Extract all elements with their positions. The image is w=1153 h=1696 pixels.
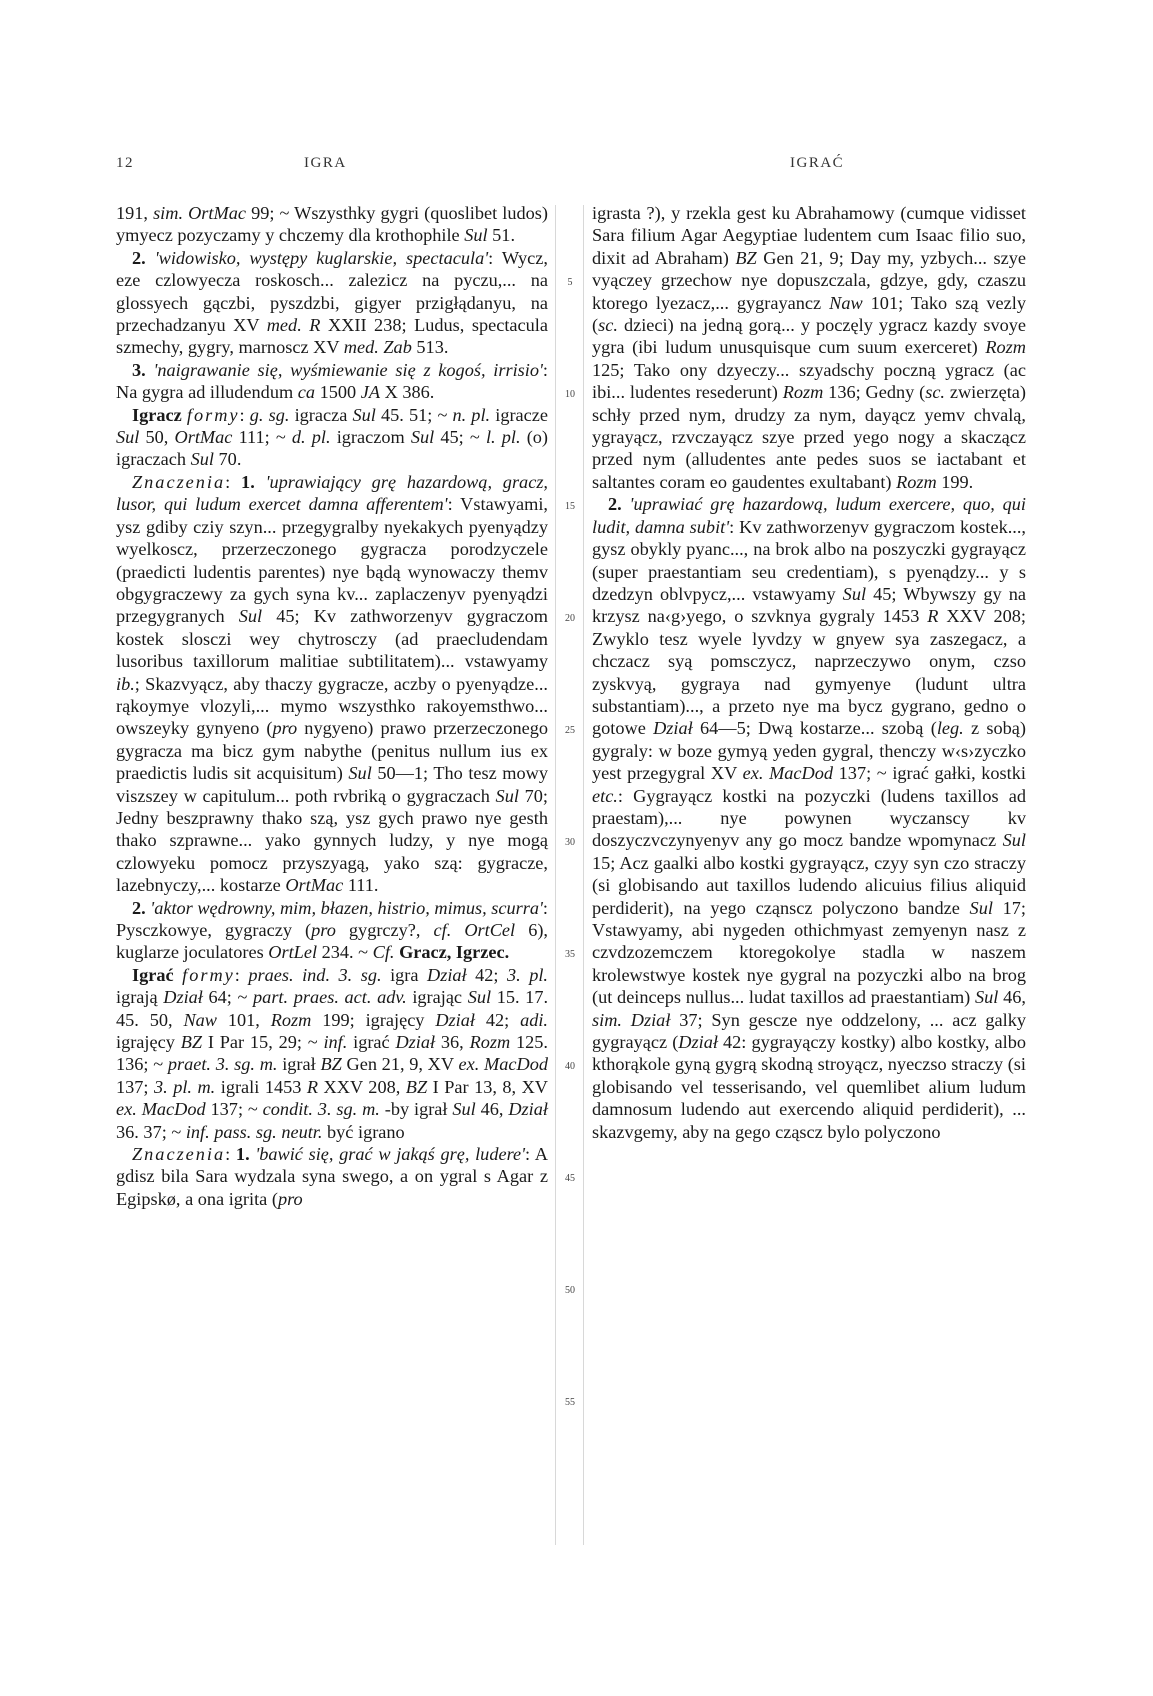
running-head-right: IGRAĆ bbox=[790, 155, 845, 171]
entry-paragraph: Znaczenia: 1. 'uprawiający grę hazardową, gracz, lusor, qui ludum exercet damna afferentem': Vstawyami, ysz gdiby cziy szyn... przegygralby nyekakych pyenyądzy wyelkoscz, przerzeczonego gygracza porodzyczele (praedicti ludentis parentes) nye bądą wynowaczy themv obgygraczewy za gych syna kv... zaplaczenyv pyenyądzi przegygranych Sul 45; Kv zathworzenyv gygraczom kostek slosczi wey chytrosczy (ad praecludendam lusoribus taxillorum malitiae subtilitatem)... vstawyamy ib.; Skazvyącz, aby thaczy gygracze, aczby o pyenyądze... rąkoymye vlozyli,... mymo wszysthko rakoyemsthwo... owszeyky gynyeno (pro nygyeno) prawo przerzeczonego gygracza ma bicz gym nabythe (penitus nullum ius ex praedictis ludis sit acquisitum) Sul 50—1; Tho tesz mowy viszszey w capitulum... poth rvbriką o gygraczach Sul 70; Jedny beszprawny thako szą, ysz gych prawo nye gesth thako szprawne... yako gynnych ludzy, y nye mogą czlowyeku pomocz przyszyagą, yako szą: gygracze, lazebnyczy,... kostarze OrtMac 111. bbox=[116, 471, 549, 896]
entry-paragraph: 3. 'naigrawanie się, wyśmiewanie się z kogoś, irrisio': Na gygra ad illudendum ca 1500 JA X 386. bbox=[116, 359, 548, 403]
entry-headword-igracz: Igracz formy: g. sg. igracza Sul 45. 51; ~ n. pl. igracze Sul 50, OrtMac 111; ~ d. pl. igraczom Sul 45; ~ l. pl. (o) igraczach Sul 70. bbox=[116, 404, 549, 470]
column-rule-right bbox=[583, 205, 584, 1545]
line-number: 5 bbox=[567, 277, 573, 288]
entry-paragraph: igrasta ?), y rzekla gest ku Abrahamowy (cumque vidisset Sara filium Agar Aegyptiae ludentem cum Isaac filio suo, dixit ad Abraham) BZ Gen 21, 9; Day my, yzbych... szye vyączey grzechow nye dopuszczala, gdzye, gdy, czaszu ktorego lyezacz,... gygrayancz Naw 101; Tako szą vezly (sc. dzieci) na jedną gorą... y poczęly ygracz kazdy svoye ygra (ibi ludum unusquisque cum suum exerceret) Rozm 125; Tako ony dzyeczy... szyadschy poczną ygracz (ac ibi... ludentes resederunt) Rozm 136; Gedny (sc. zwierzęta) schły przed nym, drudzy za nym, dayącz yemv chvalą, ygrayącz, rzvczayącz szye przed yego nogy a skaczącz przed nym (alludentes ante pedes suos se iactabant et saltantes coram eo gaudentes exultabant) Rozm 199. bbox=[592, 203, 1027, 492]
entry-headword-igrac: Igrać formy: praes. ind. 3. sg. igra Dział 42; 3. pl. igrają Dział 64; ~ part. praes. act. adv. igrając Sul 15. 17. 45. 50, Naw 101, Rozm 199; igrajęcy Dział 42; adi. igrajęcy BZ I Par 15, 29; ~ inf. igrać Dział 36, Rozm 125. 136; ~ praet. 3. sg. m. igrał BZ Gen 21, 9, XV ex. MacDod 137; 3. pl. m. igrali 1453 R XXV 208, BZ I Par 13, 8, XV ex. MacDod 137; ~ condit. 3. sg. m. -by igrał Sul 46, Dział 36. 37; ~ inf. pass. sg. neutr. być igrano bbox=[116, 964, 549, 1142]
line-number: 30 bbox=[565, 837, 575, 848]
line-number: 10 bbox=[565, 389, 575, 400]
line-number: 20 bbox=[565, 613, 575, 624]
right-column bbox=[592, 202, 1026, 1143]
line-number: 35 bbox=[565, 949, 575, 960]
running-head-left: IGRA bbox=[304, 155, 347, 171]
entry-paragraph: 191, sim. OrtMac 99; ~ Wszysthky gygri (quoslibet ludos) ymyecz pozyczamy y chczemy dla krothophile Sul 51. bbox=[116, 203, 548, 246]
line-number: 25 bbox=[565, 725, 575, 736]
entry-paragraph: 2. 'uprawiać grę hazardową, ludum exercere, quo, qui ludit, damna subit': Kv zathworzenyv gygraczom kostek..., gysz obykly pyanc..., na brok albo na poszyczki gygrayącz (super praestantiam seu credentiam), s pyenądzy... y s dzedzyn oblvpycz,... vstawyamy Sul 45; Wbywszy gy na krzysz na‹g›yego, o szvknya gygraly 1453 R XXV 208; Zwyklo tesz wyele lyvdzy w gnyew sya zaszegacz, a chczacz syą pomsczycz, naprzeczywo onym, czso zyskvyą, gygraya nad gymyenye (ludunt ultra substantiam)..., a przeto nye ma bycz gygrano, gedno o gotowe Dział 64—5; Dwą kostarze... szobą (leg. z sobą) gygraly: w boze gymyą yeden gygral, thenczy w‹s›zyczko yest przegygral XV ex. MacDod 137; ~ igrać gałki, kostki etc.: Gygrayącz kostki na pozyczki (ludens taxillos ad praestam),... nye powynen wyczanscy kv doszyczvczynyenyv any go mocz bandze wpomynacz Sul 15; Acz gaalki albo kostki gygrayącz, czyy syn czo straczy (si globisando aut taxillos ludendo alicuius filius aliquid perdiderit), na yego cząnscz polyczono bandze Sul 17; Vstawyamy, abi nygeden othichmyast zemyenyn nasz z czvdzozemczem ktoregokolye stadla w naszem krolewstwye kostek nye gygral na pozyczki albo na brog (ut deinceps nullus... ludat taxillos ad praestantiam) Sul 46, sim. Dział 37; Syn gescze nye oddzelony, ... acz galky gygrayącz (Dział 42: gygrayączy kostky) albo kostky, albo kthorąkole gyną gygrą skodną stroyącz, nyeczso straczy (si globisando vel tesserisando, vel quemlibet alium ludum damnosum ludendo aut exercendo aliquid perdiderit), ... skazvgemy, aby na gego cząscz bylo polyczono bbox=[592, 494, 1027, 1142]
page-number: 12 bbox=[116, 155, 134, 171]
line-number: 40 bbox=[565, 1061, 575, 1072]
entry-paragraph: 2. 'widowisko, występy kuglarskie, spectacula': Wycz, eze czlowyecza roskosch... zalezicz na pyczu,... na glossyech gączbi, pyszdzbi, gigyer przigłądanyu, na przechadzanyu XV med. R XXII 238; Ludus, spectacula szmechy, gygry, marnoscz XV med. Zab 513. bbox=[116, 247, 548, 358]
column-rule-left bbox=[555, 205, 556, 1545]
line-number: 45 bbox=[565, 1173, 575, 1184]
line-number: 55 bbox=[565, 1397, 575, 1408]
line-number: 15 bbox=[565, 501, 575, 512]
entry-paragraph: Znaczenia: 1. 'bawić się, grać w jakąś grę, ludere': A gdisz bila Sara wydzala syna swego, a on ygral s Agar z Egipskø, a ona igrita (pro bbox=[116, 1144, 549, 1209]
left-column bbox=[116, 202, 548, 1210]
line-number: 50 bbox=[565, 1285, 575, 1296]
entry-paragraph: 2. 'aktor wędrowny, mim, błazen, histrio, mimus, scurra': Pysczkowye, gygraczy (pro gygrczy?, cf. OrtCel 6), kuglarze joculatores OrtLel 234. ~ Cf. Gracz, Igrzec. bbox=[116, 897, 548, 963]
